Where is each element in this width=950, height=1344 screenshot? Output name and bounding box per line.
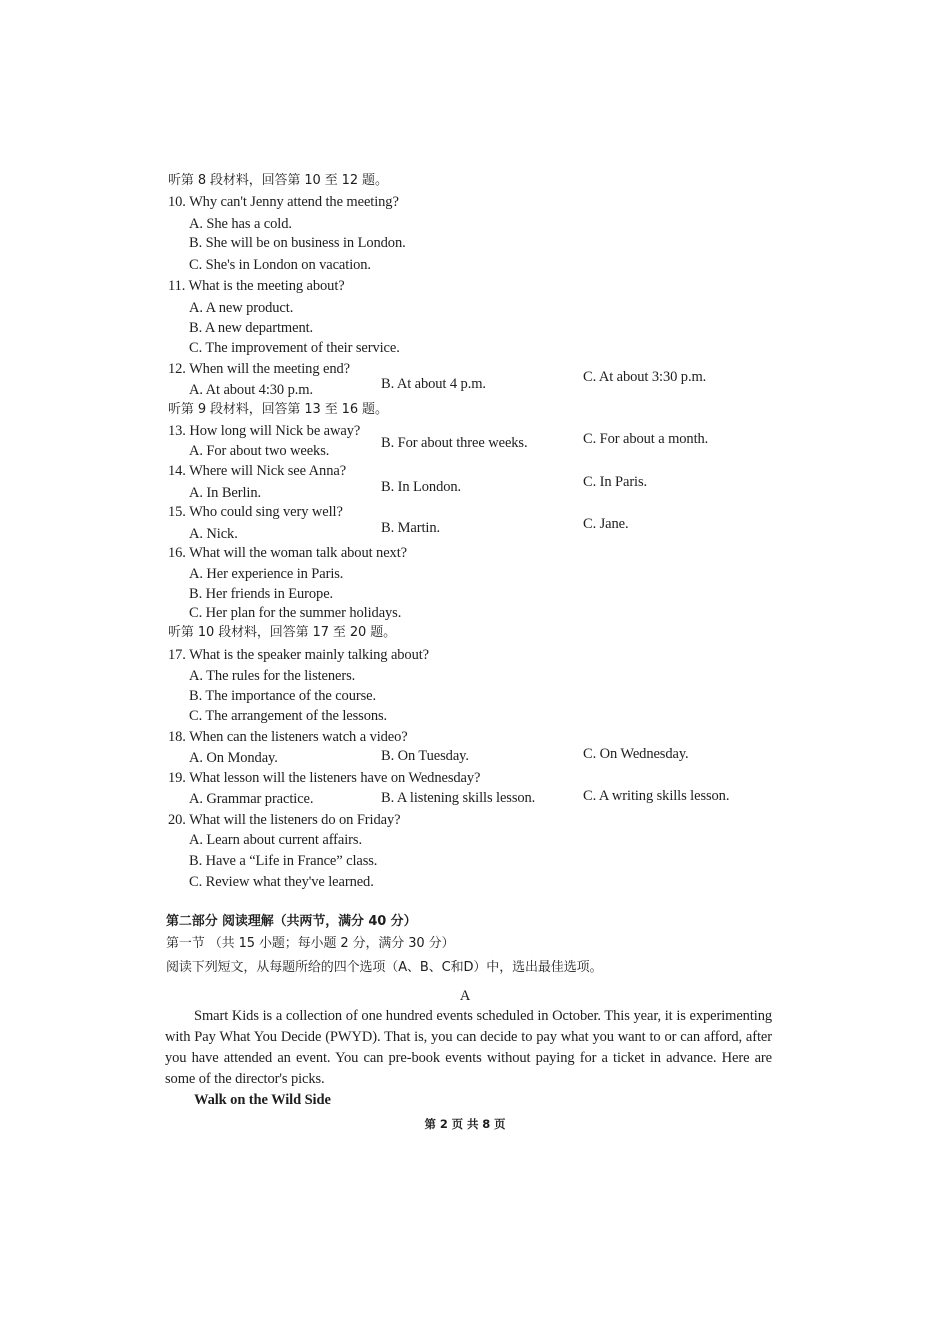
passage-subheading: Walk on the Wild Side	[194, 1092, 331, 1108]
q13-option-b: B. For about three weeks.	[381, 435, 528, 451]
page-footer: 第 2 页 共 8 页	[424, 1117, 506, 1131]
q16-option-c: C. Her plan for the summer holidays.	[189, 605, 402, 621]
passage-label: A	[459, 988, 471, 1004]
question-19: 19. What lesson will the listeners have on Wednesday?	[168, 770, 481, 786]
section-9-heading: 听第 9 段材料，回答第 13 至 16 题。	[168, 402, 388, 417]
q18-option-a: A. On Monday.	[189, 750, 278, 766]
q20-option-c: C. Review what they've learned.	[189, 874, 374, 890]
q15-option-b: B. Martin.	[381, 520, 441, 536]
q13-option-c: C. For about a month.	[583, 431, 709, 447]
question-15: 15. Who could sing very well?	[168, 504, 343, 520]
q19-option-a: A. Grammar practice.	[189, 791, 314, 807]
q17-option-a: A. The rules for the listeners.	[189, 668, 356, 684]
question-18: 18. When can the listeners watch a video?	[168, 729, 408, 745]
part-2-title: 第二部分 阅读理解（共两节，满分 40 分）	[166, 914, 417, 929]
q11-option-c: C. The improvement of their service.	[189, 340, 400, 356]
q15-option-c: C. Jane.	[583, 516, 629, 532]
q12-option-b: B. At about 4 p.m.	[381, 376, 486, 392]
q18-option-c: C. On Wednesday.	[583, 746, 689, 762]
q17-option-b: B. The importance of the course.	[189, 688, 376, 704]
passage-text: Smart Kids is a collection of one hundred events scheduled in October. This year, it is experimenting with Pay What You Decide (PWYD). That is, you can decide to pay what you want to or can afford, after you have attended an event. You can pre-book events without paying for a ticket in advance. Here are some of the director's picks.	[165, 1008, 772, 1087]
q10-option-c: C. She's in London on vacation.	[189, 257, 371, 273]
q14-option-c: C. In Paris.	[583, 474, 648, 490]
q20-option-a: A. Learn about current affairs.	[189, 832, 362, 848]
q17-option-c: C. The arrangement of the lessons.	[189, 708, 388, 724]
q16-option-a: A. Her experience in Paris.	[189, 566, 344, 582]
q14-option-b: B. In London.	[381, 479, 462, 495]
q19-option-c: C. A writing skills lesson.	[583, 788, 730, 804]
q12-option-a: A. At about 4:30 p.m.	[189, 382, 313, 398]
section-10-heading: 听第 10 段材料，回答第 17 至 20 题。	[168, 625, 397, 640]
question-17: 17. What is the speaker mainly talking about?	[168, 647, 429, 663]
question-16: 16. What will the woman talk about next?	[168, 545, 407, 561]
question-10: 10. Why can't Jenny attend the meeting?	[168, 194, 399, 210]
q19-option-b: B. A listening skills lesson.	[381, 790, 536, 806]
q14-option-a: A. In Berlin.	[189, 485, 261, 501]
q20-option-b: B. Have a “Life in France” class.	[189, 853, 378, 869]
q13-option-a: A. For about two weeks.	[189, 443, 330, 459]
part-2-section-1: 第一节 （共 15 小题；每小题 2 分，满分 30 分）	[166, 936, 455, 951]
part-2-instruction: 阅读下列短文，从每题所给的四个选项（A、B、C和D）中，选出最佳选项。	[166, 960, 603, 975]
q11-option-a: A. A new product.	[189, 300, 294, 316]
question-12: 12. When will the meeting end?	[168, 361, 350, 377]
q11-option-b: B. A new department.	[189, 320, 314, 336]
q15-option-a: A. Nick.	[189, 526, 238, 542]
question-14: 14. Where will Nick see Anna?	[168, 463, 347, 479]
question-13: 13. How long will Nick be away?	[168, 423, 361, 439]
q18-option-b: B. On Tuesday.	[381, 748, 469, 764]
question-20: 20. What will the listeners do on Friday?	[168, 812, 401, 828]
q16-option-b: B. Her friends in Europe.	[189, 586, 334, 602]
q10-option-b: B. She will be on business in London.	[189, 235, 406, 251]
section-8-heading: 听第 8 段材料，回答第 10 至 12 题。	[168, 173, 388, 188]
question-11: 11. What is the meeting about?	[168, 278, 345, 294]
q12-option-c: C. At about 3:30 p.m.	[583, 369, 707, 385]
q10-option-a: A. She has a cold.	[189, 216, 292, 232]
